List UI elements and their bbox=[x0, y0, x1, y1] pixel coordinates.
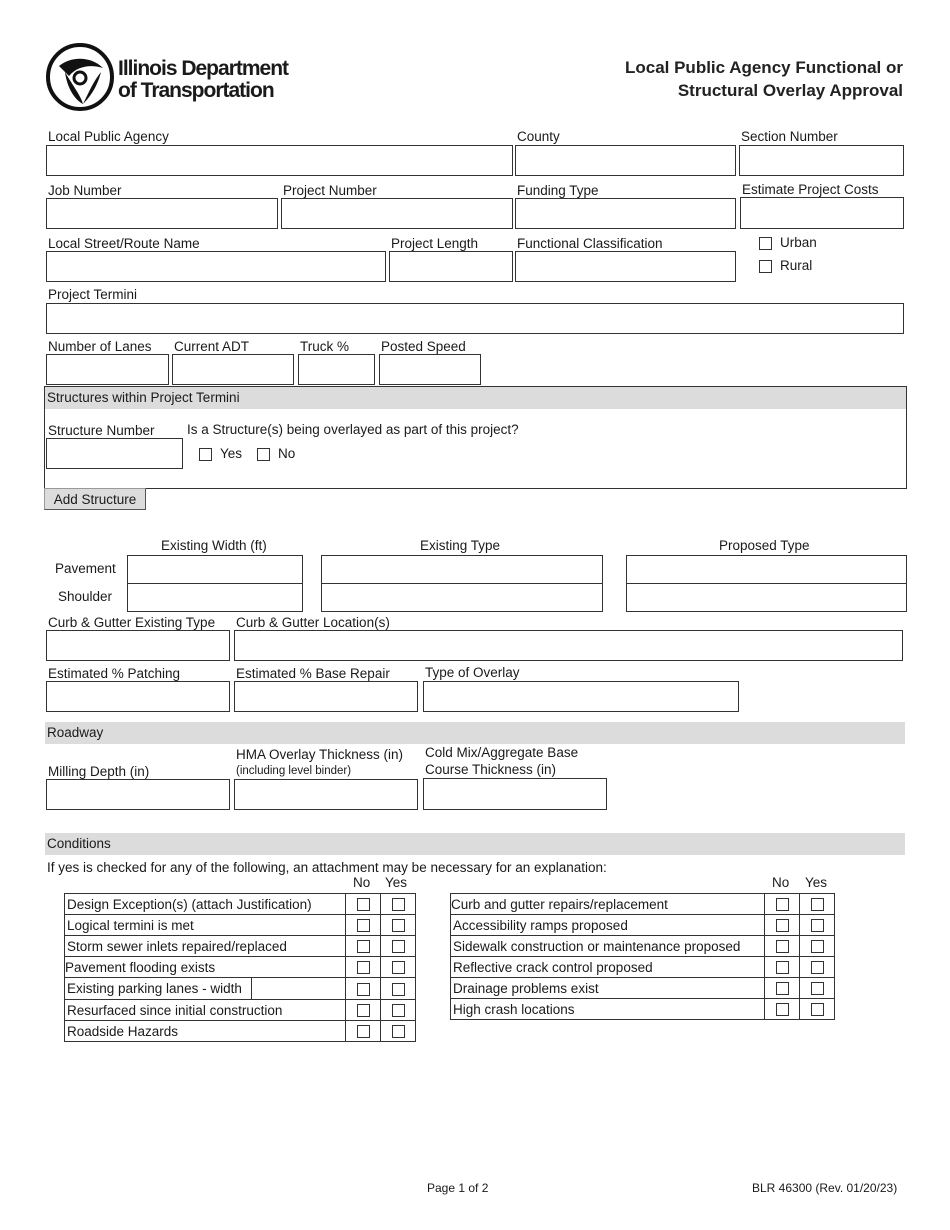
type-of-overlay-field[interactable] bbox=[423, 681, 739, 712]
label-structure-no: No bbox=[278, 446, 296, 461]
label-funding-type: Funding Type bbox=[517, 183, 599, 198]
label-structure-yes: Yes bbox=[220, 446, 243, 461]
label-pavement: Pavement bbox=[55, 561, 116, 576]
milling-depth-field[interactable] bbox=[46, 779, 230, 810]
parking-lane-width-field[interactable] bbox=[251, 978, 345, 999]
table-row bbox=[65, 978, 416, 1000]
label-milling-depth: Milling Depth (in) bbox=[48, 764, 150, 779]
table-row bbox=[451, 894, 835, 915]
table-row bbox=[65, 915, 416, 936]
condition-label: Drainage problems exist bbox=[451, 978, 765, 999]
left-yes-header: Yes bbox=[385, 875, 408, 890]
label-functional-classification: Functional Classification bbox=[517, 236, 663, 251]
label-existing-type: Existing Type bbox=[420, 538, 501, 553]
condition-yes-checkbox[interactable] bbox=[811, 961, 824, 974]
conditions-section-title: Conditions bbox=[45, 833, 905, 855]
estimate-project-costs-field[interactable] bbox=[740, 197, 904, 229]
condition-label: Existing parking lanes - width bbox=[67, 981, 242, 996]
label-truck-pct: Truck % bbox=[300, 339, 350, 354]
condition-no-checkbox[interactable] bbox=[776, 940, 789, 953]
form-title-line1: Local Public Agency Functional or bbox=[624, 58, 903, 77]
pavement-proposed-type-field[interactable] bbox=[626, 555, 907, 584]
condition-label: Pavement flooding exists bbox=[65, 957, 346, 978]
condition-label: Sidewalk construction or maintenance proposed bbox=[451, 936, 765, 957]
right-no-header: No bbox=[772, 875, 790, 890]
label-hma-note: (including level binder) bbox=[236, 765, 352, 777]
conditions-intro: If yes is checked for any of the following, an attachment may be necessary for an explanation: bbox=[47, 860, 607, 875]
label-cold-mix-line1: Cold Mix/Aggregate Base bbox=[425, 745, 579, 760]
form-id: BLR 46300 (Rev. 01/20/23) bbox=[752, 1181, 898, 1195]
condition-yes-checkbox[interactable] bbox=[392, 919, 405, 932]
condition-yes-checkbox[interactable] bbox=[392, 961, 405, 974]
label-project-termini: Project Termini bbox=[48, 287, 138, 302]
conditions-right-table bbox=[450, 893, 835, 1020]
condition-label: Curb and gutter repairs/replacement bbox=[451, 894, 765, 915]
table-row bbox=[451, 936, 835, 957]
condition-no-checkbox[interactable] bbox=[357, 940, 370, 953]
table-row bbox=[65, 1021, 416, 1042]
label-hma-thickness: HMA Overlay Thickness (in) bbox=[236, 747, 404, 762]
project-number-field[interactable] bbox=[281, 198, 513, 229]
table-row bbox=[451, 915, 835, 936]
job-number-field[interactable] bbox=[46, 198, 278, 229]
label-local-public-agency: Local Public Agency bbox=[48, 129, 169, 144]
condition-yes-checkbox[interactable] bbox=[392, 940, 405, 953]
condition-no-checkbox[interactable] bbox=[776, 961, 789, 974]
condition-label: Storm sewer inlets repaired/replaced bbox=[65, 936, 346, 957]
label-rural: Rural bbox=[780, 258, 813, 273]
condition-yes-checkbox[interactable] bbox=[811, 898, 824, 911]
conditions-left-table bbox=[64, 893, 416, 1042]
label-est-patching: Estimated % Patching bbox=[48, 666, 181, 681]
local-street-route-name-field[interactable] bbox=[46, 251, 386, 282]
curb-locations-field[interactable] bbox=[234, 630, 903, 661]
condition-no-checkbox[interactable] bbox=[357, 919, 370, 932]
label-current-adt: Current ADT bbox=[174, 339, 250, 354]
shoulder-existing-width-field[interactable] bbox=[127, 583, 303, 612]
condition-yes-checkbox[interactable] bbox=[811, 919, 824, 932]
functional-classification-field[interactable] bbox=[515, 251, 736, 282]
condition-no-checkbox[interactable] bbox=[776, 919, 789, 932]
label-proposed-type: Proposed Type bbox=[719, 538, 810, 553]
rural-checkbox[interactable] bbox=[759, 260, 772, 273]
condition-label: Logical termini is met bbox=[65, 915, 346, 936]
number-of-lanes-field[interactable] bbox=[46, 354, 169, 385]
label-curb-existing-type: Curb & Gutter Existing Type bbox=[48, 615, 216, 630]
table-row bbox=[451, 978, 835, 999]
label-project-length: Project Length bbox=[391, 236, 479, 251]
condition-label: Design Exception(s) (attach Justification) bbox=[65, 894, 346, 915]
condition-label: Resurfaced since initial construction bbox=[65, 1000, 346, 1021]
label-type-of-overlay: Type of Overlay bbox=[425, 665, 520, 680]
form-title bbox=[625, 56, 903, 102]
cold-mix-thickness-field[interactable] bbox=[423, 778, 607, 810]
idot-logo-icon bbox=[45, 42, 115, 112]
county-field[interactable] bbox=[515, 145, 736, 176]
label-structure-number: Structure Number bbox=[48, 423, 155, 438]
table-row bbox=[451, 957, 835, 978]
urban-checkbox[interactable] bbox=[759, 237, 772, 250]
condition-no-checkbox[interactable] bbox=[776, 982, 789, 995]
condition-yes-checkbox[interactable] bbox=[392, 1025, 405, 1038]
condition-no-checkbox[interactable] bbox=[357, 1004, 370, 1017]
label-estimate-project-costs: Estimate Project Costs bbox=[742, 182, 879, 197]
condition-no-checkbox[interactable] bbox=[357, 983, 370, 996]
curb-existing-type-field[interactable] bbox=[46, 630, 230, 661]
org-name-line2: of Transportation bbox=[118, 79, 274, 102]
label-shoulder: Shoulder bbox=[58, 589, 113, 604]
label-est-base-repair: Estimated % Base Repair bbox=[236, 666, 390, 681]
roadway-section-title: Roadway bbox=[45, 722, 905, 744]
condition-no-checkbox[interactable] bbox=[357, 1025, 370, 1038]
section-number-field[interactable] bbox=[739, 145, 904, 176]
add-structure-button[interactable]: Add Structure bbox=[44, 488, 146, 510]
structures-section-title: Structures within Project Termini bbox=[45, 387, 906, 409]
condition-no-checkbox[interactable] bbox=[776, 1003, 789, 1016]
est-patching-field[interactable] bbox=[46, 681, 230, 712]
condition-label: Roadside Hazards bbox=[65, 1021, 346, 1042]
table-row bbox=[65, 894, 416, 915]
condition-no-checkbox[interactable] bbox=[357, 898, 370, 911]
idot-logo bbox=[45, 42, 305, 114]
condition-no-checkbox[interactable] bbox=[357, 961, 370, 974]
form-title-line2: Structural Overlay Approval bbox=[677, 81, 903, 100]
hma-thickness-field[interactable] bbox=[234, 779, 418, 810]
project-termini-field[interactable] bbox=[46, 303, 904, 334]
table-row bbox=[451, 999, 835, 1020]
table-row bbox=[65, 936, 416, 957]
project-length-field[interactable] bbox=[389, 251, 513, 282]
structure-number-field[interactable] bbox=[46, 438, 183, 469]
page-number: Page 1 of 2 bbox=[427, 1181, 489, 1195]
org-name-line1: Illinois Department bbox=[118, 57, 289, 80]
left-no-header: No bbox=[353, 875, 371, 890]
condition-label: Accessibility ramps proposed bbox=[451, 915, 765, 936]
condition-yes-checkbox[interactable] bbox=[811, 982, 824, 995]
current-adt-field[interactable] bbox=[172, 354, 294, 385]
label-job-number: Job Number bbox=[48, 183, 122, 198]
label-curb-locations: Curb & Gutter Location(s) bbox=[236, 615, 390, 630]
condition-label: Reflective crack control proposed bbox=[451, 957, 765, 978]
truck-pct-field[interactable] bbox=[298, 354, 375, 385]
shoulder-existing-type-field[interactable] bbox=[321, 583, 603, 612]
condition-yes-checkbox[interactable] bbox=[392, 983, 405, 996]
shoulder-proposed-type-field[interactable] bbox=[626, 583, 907, 612]
structure-yes-checkbox[interactable] bbox=[199, 448, 212, 461]
condition-yes-checkbox[interactable] bbox=[392, 1004, 405, 1017]
pavement-existing-type-field[interactable] bbox=[321, 555, 603, 584]
table-row bbox=[65, 1000, 416, 1021]
label-number-of-lanes: Number of Lanes bbox=[48, 339, 152, 354]
label-county: County bbox=[517, 129, 560, 144]
right-yes-header: Yes bbox=[805, 875, 828, 890]
condition-yes-checkbox[interactable] bbox=[811, 1003, 824, 1016]
condition-no-checkbox[interactable] bbox=[776, 898, 789, 911]
funding-type-field[interactable] bbox=[515, 198, 736, 229]
label-urban: Urban bbox=[780, 235, 817, 250]
structure-no-checkbox[interactable] bbox=[257, 448, 270, 461]
label-existing-width: Existing Width (ft) bbox=[161, 538, 267, 553]
label-cold-mix-line2: Course Thickness (in) bbox=[425, 762, 557, 777]
structure-question: Is a Structure(s) being overlayed as part of this project? bbox=[187, 422, 519, 437]
label-section-number: Section Number bbox=[741, 129, 838, 144]
label-local-street-route-name: Local Street/Route Name bbox=[48, 236, 200, 251]
est-base-repair-field[interactable] bbox=[234, 681, 418, 712]
condition-label: High crash locations bbox=[451, 999, 765, 1020]
condition-yes-checkbox[interactable] bbox=[392, 898, 405, 911]
local-public-agency-field[interactable] bbox=[46, 145, 513, 176]
pavement-existing-width-field[interactable] bbox=[127, 555, 303, 584]
label-posted-speed: Posted Speed bbox=[381, 339, 466, 354]
label-project-number: Project Number bbox=[283, 183, 377, 198]
condition-yes-checkbox[interactable] bbox=[811, 940, 824, 953]
table-row bbox=[65, 957, 416, 978]
posted-speed-field[interactable] bbox=[379, 354, 481, 385]
